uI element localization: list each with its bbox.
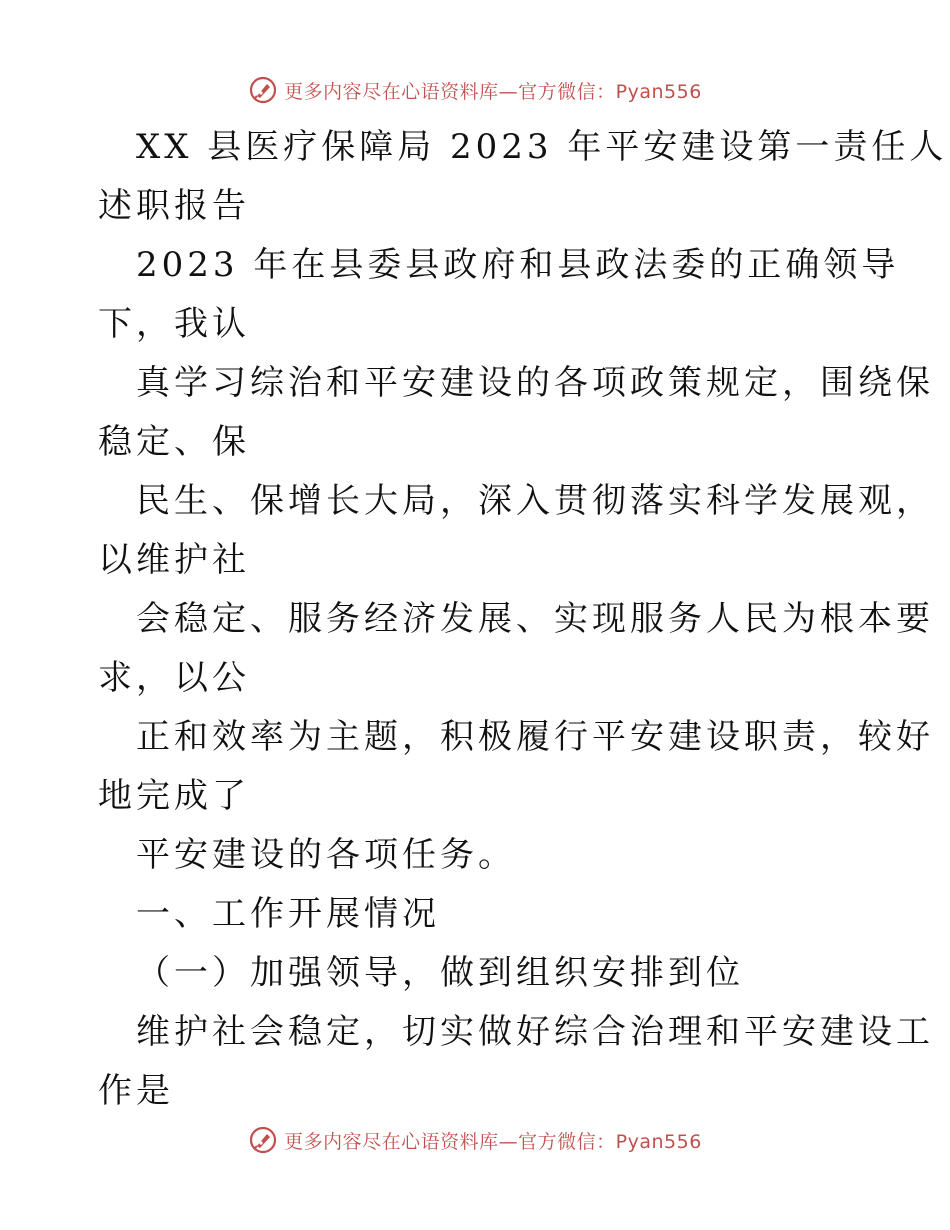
document-line: 以维护社 [98, 540, 250, 580]
document-line: 民生、保增长大局，深入贯彻落实科学发展观， [136, 481, 934, 521]
document-line: 求，以公 [98, 658, 250, 698]
pen-nib-logo-icon [248, 75, 278, 105]
document-line: 稳定、保 [98, 422, 250, 462]
document-line: 一、工作开展情况 [136, 894, 440, 934]
document-line: 维护社会稳定，切实做好综合治理和平安建设工 [136, 1012, 934, 1052]
document-line: 正和效率为主题，积极履行平安建设职责，较好 [136, 717, 934, 757]
document-body [98, 118, 948, 1121]
document-line: 下，我认 [98, 304, 250, 344]
watermark-text: 更多内容尽在心语资料库—官方微信：Pyan556 [284, 80, 702, 103]
header-watermark [0, 70, 950, 110]
document-line: 述职报告 [98, 186, 250, 226]
footer-watermark [0, 1120, 950, 1160]
document-line: 平安建设的各项任务。 [136, 835, 516, 875]
document-line: （一）加强领导，做到组织安排到位 [136, 953, 744, 993]
document-line: 会稳定、服务经济发展、实现服务人民为根本要 [136, 599, 934, 639]
document-line: 真学习综治和平安建设的各项政策规定，围绕保 [136, 363, 934, 403]
watermark-text: 更多内容尽在心语资料库—官方微信：Pyan556 [284, 1130, 702, 1153]
document-line: 2023 年在县委县政府和县政法委的正确领导 [136, 245, 900, 285]
document-line: 作是 [98, 1071, 174, 1111]
document-line: XX 县医疗保障局 2023 年平安建设第一责任人 [136, 127, 948, 167]
pen-nib-logo-icon [248, 1125, 278, 1155]
document-line: 地完成了 [98, 776, 250, 816]
